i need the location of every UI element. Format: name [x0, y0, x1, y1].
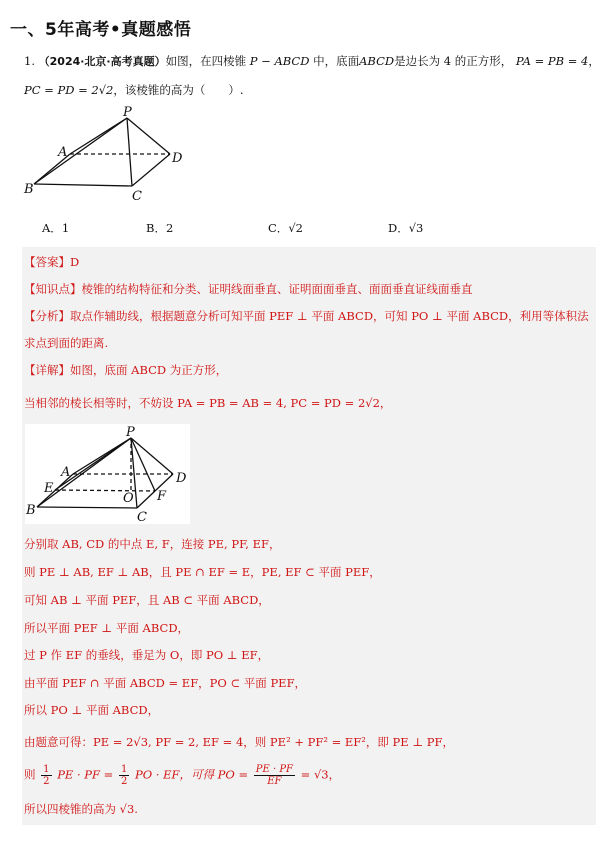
area-equation-line: [24, 764, 340, 787]
edge-PB: [34, 118, 127, 184]
fraction-numerator: 1: [43, 764, 50, 775]
label-A: A: [61, 465, 71, 480]
label-O: O: [123, 491, 134, 506]
question-number: 1.: [24, 54, 35, 68]
solution-line-7: 所以 PO ⊥ 平面 ABCD，: [24, 703, 160, 717]
label-B: B: [26, 503, 36, 518]
question-text: ，该棱锥的高为（ ）.: [113, 83, 244, 97]
fraction-numerator: PE · PF: [255, 764, 293, 775]
detail-line-2: [24, 395, 391, 411]
option-d[interactable]: [388, 220, 423, 236]
question-text: 中，底面: [313, 54, 360, 68]
analysis-tag: 【分析】: [24, 309, 70, 323]
edge-PD: [127, 118, 170, 154]
question-text: 是边长为 4 的正方形，: [394, 54, 513, 68]
fraction-denominator: EF: [267, 776, 282, 787]
fraction-denominator: 2: [120, 776, 128, 787]
edge-BC: [37, 507, 137, 508]
option-letter: A．: [42, 221, 62, 235]
math-base: ABCD: [359, 54, 395, 68]
knowledge-line: [24, 281, 473, 297]
area-result: = √3，: [300, 767, 341, 782]
section-heading: 一、5年高考•真题感悟: [10, 20, 192, 40]
edge-CD: [132, 154, 170, 186]
detail-text: 如图，底面 ABCD 为正方形，: [70, 363, 228, 377]
solution-line-4: 所以平面 PEF ⊥ 平面 ABCD，: [24, 621, 190, 635]
segment-PE: [55, 438, 131, 490]
edge-PA: [70, 118, 127, 154]
label-P: P: [126, 425, 135, 440]
analysis-line-2: [24, 335, 108, 351]
fraction-half: [119, 764, 129, 787]
option-letter: B．: [146, 221, 166, 235]
detail-text: 当相邻的棱长相等时，不妨设 PA = PB = AB = 4, PC = PD = 2√2，: [24, 396, 392, 410]
segment-EF-hidden: [55, 490, 155, 491]
area-left: PE · PF =: [57, 767, 114, 782]
label-D: D: [176, 471, 187, 486]
option-value: √3: [408, 221, 424, 235]
label-B: B: [24, 182, 34, 197]
label-C: C: [132, 189, 142, 204]
pyramid-figure-1: [22, 106, 202, 206]
label-A: A: [58, 145, 68, 160]
question-line-2: [24, 82, 244, 98]
analysis-text: 取点作辅助线，根据题意分析可知平面 PEF ⊥ 平面 ABCD，可知 PO ⊥ 平面 ABCD，利用等体积法: [70, 309, 589, 323]
detail-tag: 【详解】: [24, 363, 70, 377]
label-C: C: [137, 510, 147, 524]
question-text: 如图，在四棱锥: [165, 54, 247, 68]
area-prefix: 则: [24, 767, 36, 782]
options-row: [0, 220, 611, 240]
edge-PD: [131, 438, 173, 474]
fraction-denominator: 2: [43, 776, 50, 787]
analysis-text: 求点到面的距离.: [24, 336, 109, 350]
solution-line-2: 则 PE ⊥ AB, EF ⊥ AB，且 PE ∩ EF = E，PE, EF ⊂ 平面 PEF，: [24, 565, 381, 579]
solution-line-3: 可知 AB ⊥ 平面 PEF，且 AB ⊂ 平面 ABCD，: [24, 593, 270, 607]
conclusion-line: 所以四棱锥的高为 √3.: [24, 802, 138, 816]
solution-line-1: 分别取 AB, CD 的中点 E, F，连接 PE, PF, EF，: [24, 537, 281, 551]
solution-line-6: 由平面 PEF ∩ 平面 ABCD = EF，PO ⊂ 平面 PEF，: [24, 676, 307, 690]
option-value: 1: [61, 221, 70, 235]
fraction-po: [254, 764, 295, 787]
label-F: F: [157, 489, 167, 504]
label-P: P: [123, 106, 132, 120]
answer-tag: 【答案】: [24, 255, 70, 269]
solution-line-5: 过 P 作 EF 的垂线，垂足为 O，即 PO ⊥ EF，: [24, 648, 270, 662]
math-equation: PA = PB = 4: [515, 54, 589, 68]
detail-line-1: [24, 362, 227, 378]
math-equation: PC = PD = 2√2: [24, 83, 114, 97]
answer-line: [24, 254, 79, 270]
knowledge-tag: 【知识点】: [24, 282, 82, 296]
option-b[interactable]: [146, 220, 173, 236]
label-D: D: [172, 151, 183, 166]
solution-line-8: 由题意可得：PE = 2√3, PF = 2, EF = 4，则 PE² + PF² = EF²，即 PE ⊥ PF，: [24, 735, 455, 749]
question-line-1: [24, 53, 600, 70]
pyramid-figure-2: [25, 424, 190, 524]
option-c[interactable]: [268, 220, 303, 236]
option-a[interactable]: [42, 220, 69, 236]
option-value: 2: [165, 221, 174, 235]
fraction-numerator: 1: [120, 764, 128, 775]
analysis-line-1: [24, 308, 589, 324]
option-letter: C．: [268, 221, 289, 235]
question-text: ，: [588, 54, 600, 68]
fraction-half: [41, 764, 51, 787]
edge-PC: [127, 118, 132, 186]
option-value: √2: [288, 221, 303, 235]
edge-BC: [34, 184, 132, 186]
area-right: PO · EF，可得 PO =: [134, 767, 249, 782]
knowledge-text: 棱锥的结构特征和分类、证明线面垂直、证明面面垂直、面面垂直证线面垂直: [81, 282, 473, 296]
label-E: E: [44, 481, 54, 496]
math-pyramid: P − ABCD: [249, 54, 310, 68]
question-source: （2024·北京·高考真题）: [38, 55, 166, 68]
answer-value: D: [70, 255, 80, 269]
option-letter: D．: [388, 221, 409, 235]
